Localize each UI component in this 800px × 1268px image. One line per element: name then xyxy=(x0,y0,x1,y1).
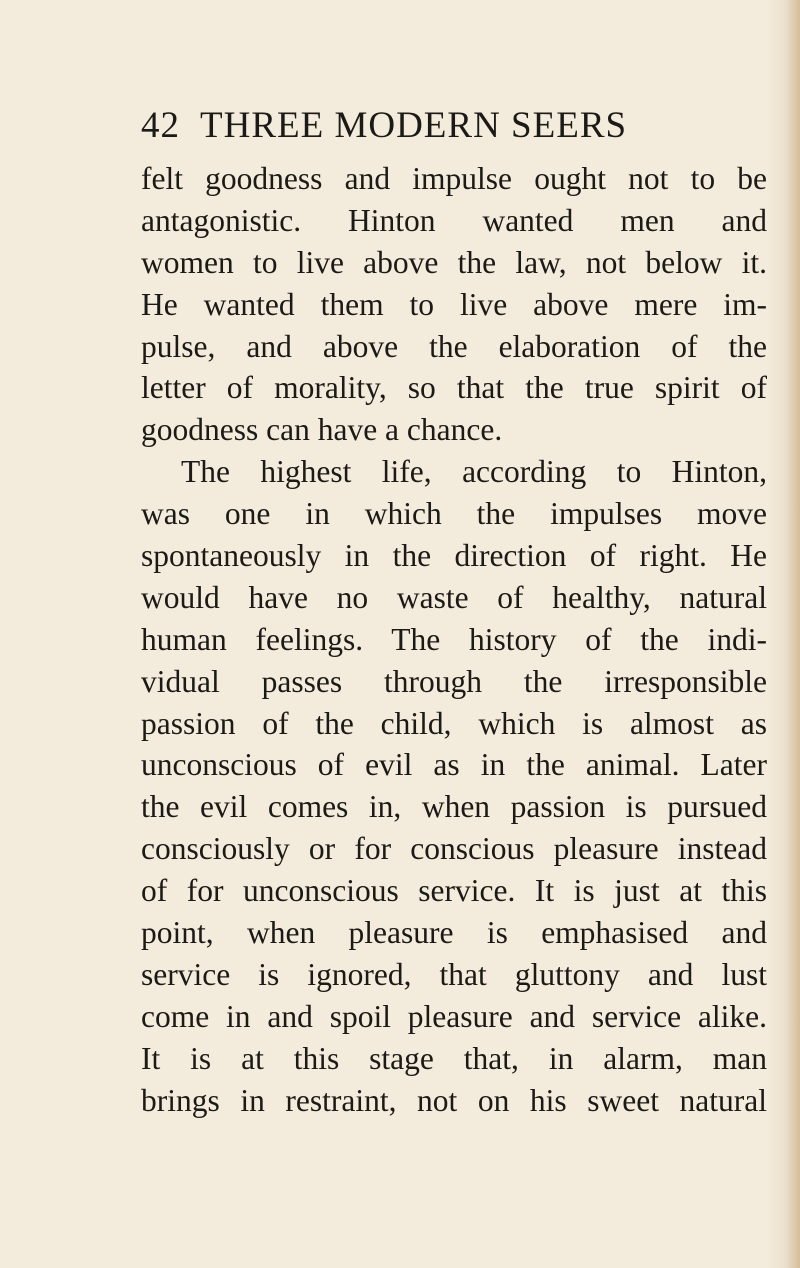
text-line: It is at this stage that, in alarm, man xyxy=(141,1040,767,1076)
paragraph-end-line: goodness can have a chance. xyxy=(141,412,503,448)
body-text xyxy=(141,158,767,1121)
page-number: 42 xyxy=(141,105,180,146)
text-line: of for unconscious service. It is just at this xyxy=(141,873,767,909)
text-line: unconscious of evil as in the animal. Later xyxy=(141,747,767,783)
text-line: passion of the child, which is almost as xyxy=(141,705,767,741)
text-line: felt goodness and impulse ought not to be xyxy=(141,161,767,196)
text-line: service is ignored, that gluttony and lust xyxy=(141,956,767,992)
paragraph-start-line: The highest life, according to Hinton, xyxy=(181,454,767,490)
text-line: was one in which the impulses move xyxy=(141,496,767,532)
text-line: brings in restraint, not on his sweet natural xyxy=(141,1082,767,1118)
text-line: come in and spoil pleasure and service alike. xyxy=(141,998,767,1034)
running-head xyxy=(141,107,627,144)
text-line: He wanted them to live above mere im- xyxy=(141,286,767,322)
text-line: would have no waste of healthy, natural xyxy=(141,579,767,615)
text-line: vidual passes through the irresponsible xyxy=(141,663,767,699)
text-line: the evil comes in, when passion is pursued xyxy=(141,789,767,825)
text-line: human feelings. The history of the indi- xyxy=(141,621,767,657)
text-line: letter of morality, so that the true spirit of xyxy=(141,370,767,406)
text-line: women to live above the law, not below it. xyxy=(141,244,767,280)
running-title: THREE MODERN SEERS xyxy=(200,105,628,146)
text-line: pulse, and above the elaboration of the xyxy=(141,328,767,364)
page-edge xyxy=(786,0,800,1268)
text-line: spontaneously in the direction of right. He xyxy=(141,538,767,574)
text-line: antagonistic. Hinton wanted men and xyxy=(141,202,767,238)
text-line: point, when pleasure is emphasised and xyxy=(141,915,767,951)
text-line: consciously or for conscious pleasure instead xyxy=(141,831,767,867)
